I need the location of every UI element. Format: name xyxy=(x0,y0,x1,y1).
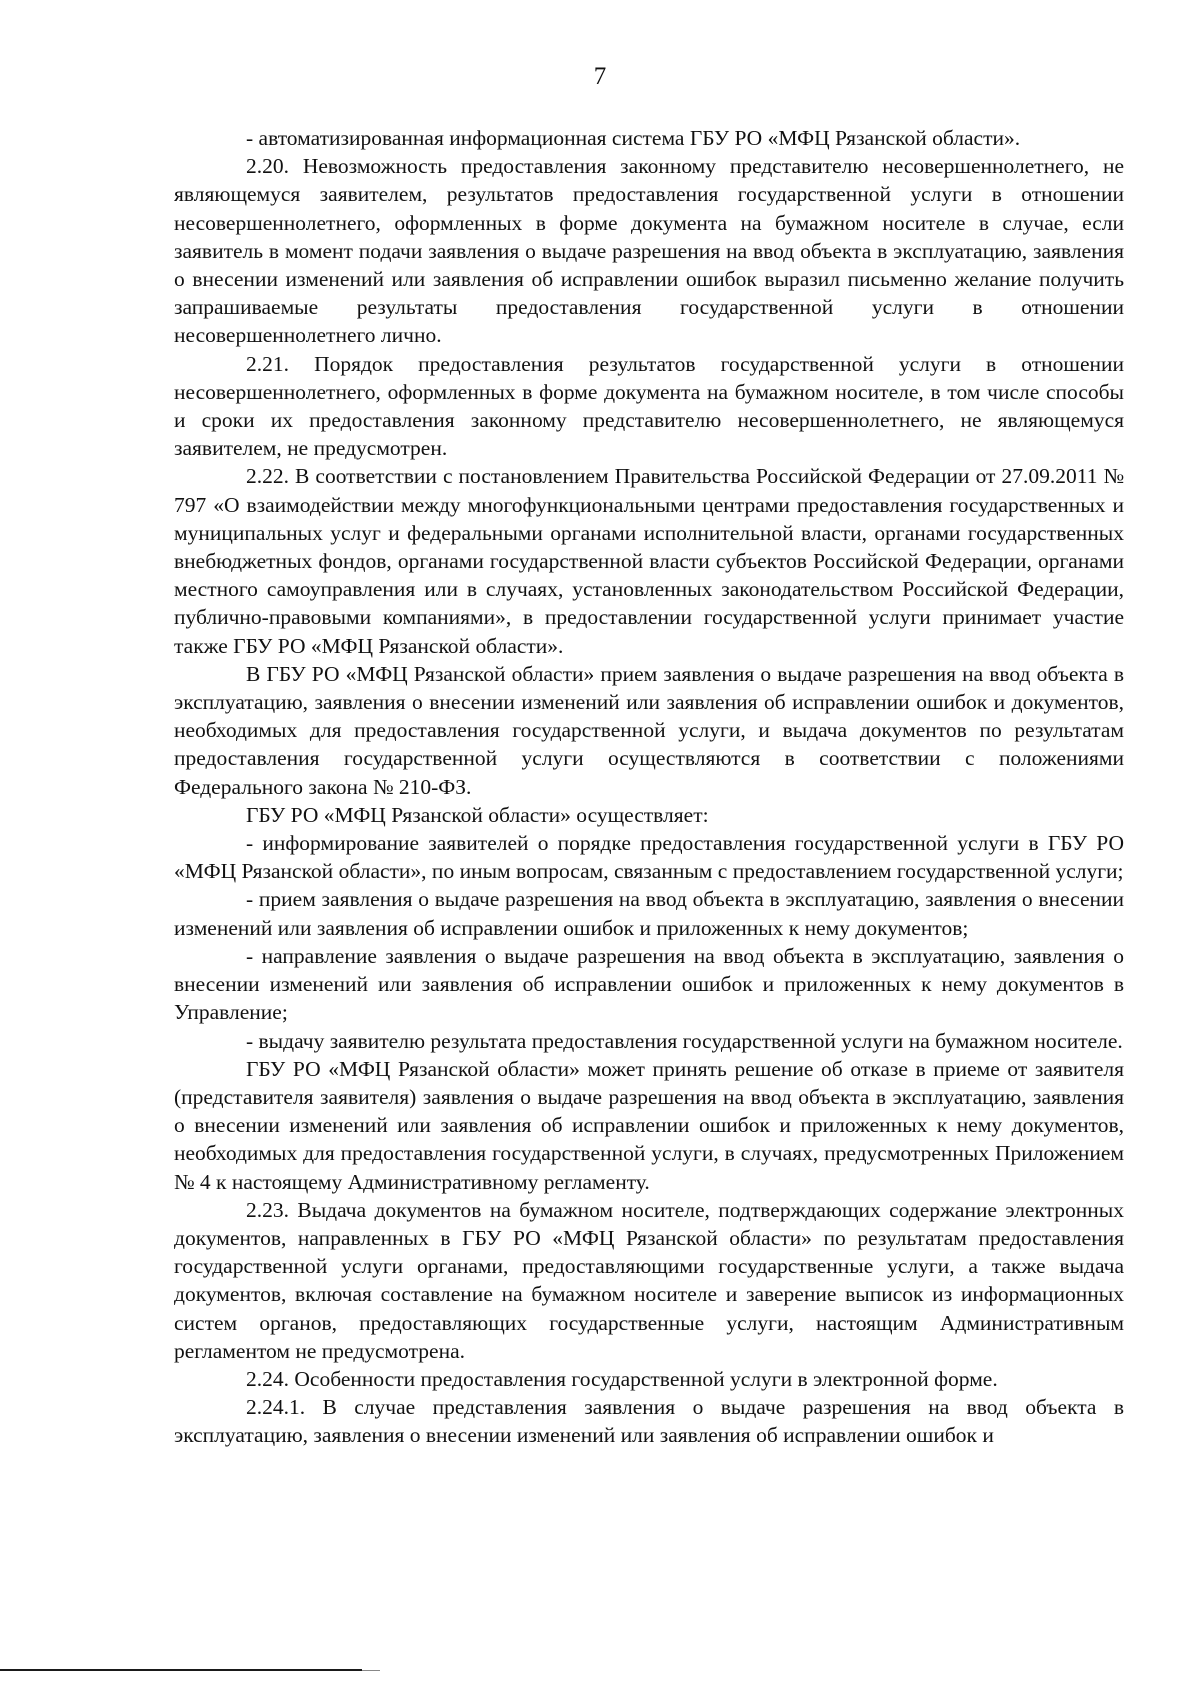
paragraph-2-23: 2.23. Выдача документов на бумажном носителе, подтверждающих содержание электронных документов, направленных в ГБУ РО «МФЦ Рязанской области» по результатам предоставления государственной услуги органами, предоставляющими государственные услуги, а также выдача документов, включая составление на бумажном носителе и заверение выписок из информационных систем органов, предоставляющих государственные услуги, настоящим Административным регламентом не предусмотрена. xyxy=(174,1197,1124,1363)
paragraph-mfc-refusal: ГБУ РО «МФЦ Рязанской области» может принять решение об отказе в приеме от заявителя (представителя заявителя) заявления о выдаче разрешения на ввод объекта в эксплуатацию, заявления о внесении изменений или заявления об исправлении ошибок и приложенных к нему документов, необходимых для предоставления государственной услуги, в случаях, предусмотренных Приложением № 4 к настоящему Административному регламенту. xyxy=(174,1056,1124,1194)
document-body xyxy=(174,124,1124,1450)
paragraph-2-24-1: 2.24.1. В случае представления заявления о выдаче разрешения на ввод объекта в эксплуатацию, заявления о внесении изменений или заявления об исправлении ошибок и xyxy=(174,1395,1124,1448)
footer-divider xyxy=(0,1669,362,1671)
list-item-reception: - прием заявления о выдаче разрешения на ввод объекта в эксплуатацию, заявления о внесении изменений или заявления об исправлении ошибок и приложенных к нему документов; xyxy=(174,887,1124,940)
paragraph-2-22: 2.22. В соответствии с постановлением Правительства Российской Федерации от 27.09.2011 № 797 «О взаимодействии между многофункциональными центрами предоставления государственных и муниципальных услуг и федеральными органами исполнительной власти, органами государственных внебюджетных фондов, органами государственной власти субъектов Российской Федерации, органами местного самоуправления или в случаях, установленных законодательством Российской Федерации, публично-правовыми компаниями», в предоставлении государственной услуги принимает участие также ГБУ РО «МФЦ Рязанской области». xyxy=(174,464,1124,658)
paragraph-2-21: 2.21. Порядок предоставления результатов государственной услуги в отношении несовершеннолетнего, оформленных в форме документа на бумажном носителе, в том числе способы и сроки их предоставления законному представителю несовершеннолетнего, не являющемуся заявителем, не предусмотрен. xyxy=(174,351,1124,461)
paragraph-mfc-performs: ГБУ РО «МФЦ Рязанской области» осуществляет: xyxy=(246,802,709,827)
list-item-forwarding: - направление заявления о выдаче разрешения на ввод объекта в эксплуатацию, заявления о внесении изменений или заявления об исправлении ошибок и приложенных к нему документов в Управление; xyxy=(174,943,1124,1025)
footer-divider-tail xyxy=(362,1670,380,1671)
list-item-issuing: - выдачу заявителю результата предоставления государственной услуги на бумажном носителе. xyxy=(246,1028,1123,1053)
paragraph-2-24: 2.24. Особенности предоставления государственной услуги в электронной форме. xyxy=(246,1366,998,1391)
paragraph-ais: - автоматизированная информационная система ГБУ РО «МФЦ Рязанской области». xyxy=(246,126,1021,150)
paragraph-mfc-reception: В ГБУ РО «МФЦ Рязанской области» прием заявления о выдаче разрешения на ввод объекта в эксплуатацию, заявления о внесении изменений или заявления об исправлении ошибок и документов, необходимых для предоставления государственной услуги, и выдача документов по результатам предоставления государственной услуги осуществляются в соответствии с положениями Федерального закона № 210-ФЗ. xyxy=(174,661,1124,799)
list-item-informing: - информирование заявителей о порядке предоставления государственной услуги в ГБУ РО «МФЦ Рязанской области», по иным вопросам, связанным с предоставлением государственной услуги; xyxy=(174,831,1124,884)
page-number: 7 xyxy=(593,63,607,90)
paragraph-2-20: 2.20. Невозможность предоставления законному представителю несовершеннолетнего, не являющемуся заявителем, результатов предоставления государственной услуги в отношении несовершеннолетнего, оформленных в форме документа на бумажном носителе в случае, если заявитель в момент подачи заявления о выдаче разрешения на ввод объекта в эксплуатацию, заявления о внесении изменений или заявления об исправлении ошибок выразил письменно желание получить запрашиваемые результаты предоставления государственной услуги в отношении несовершеннолетнего лично. xyxy=(174,154,1124,348)
